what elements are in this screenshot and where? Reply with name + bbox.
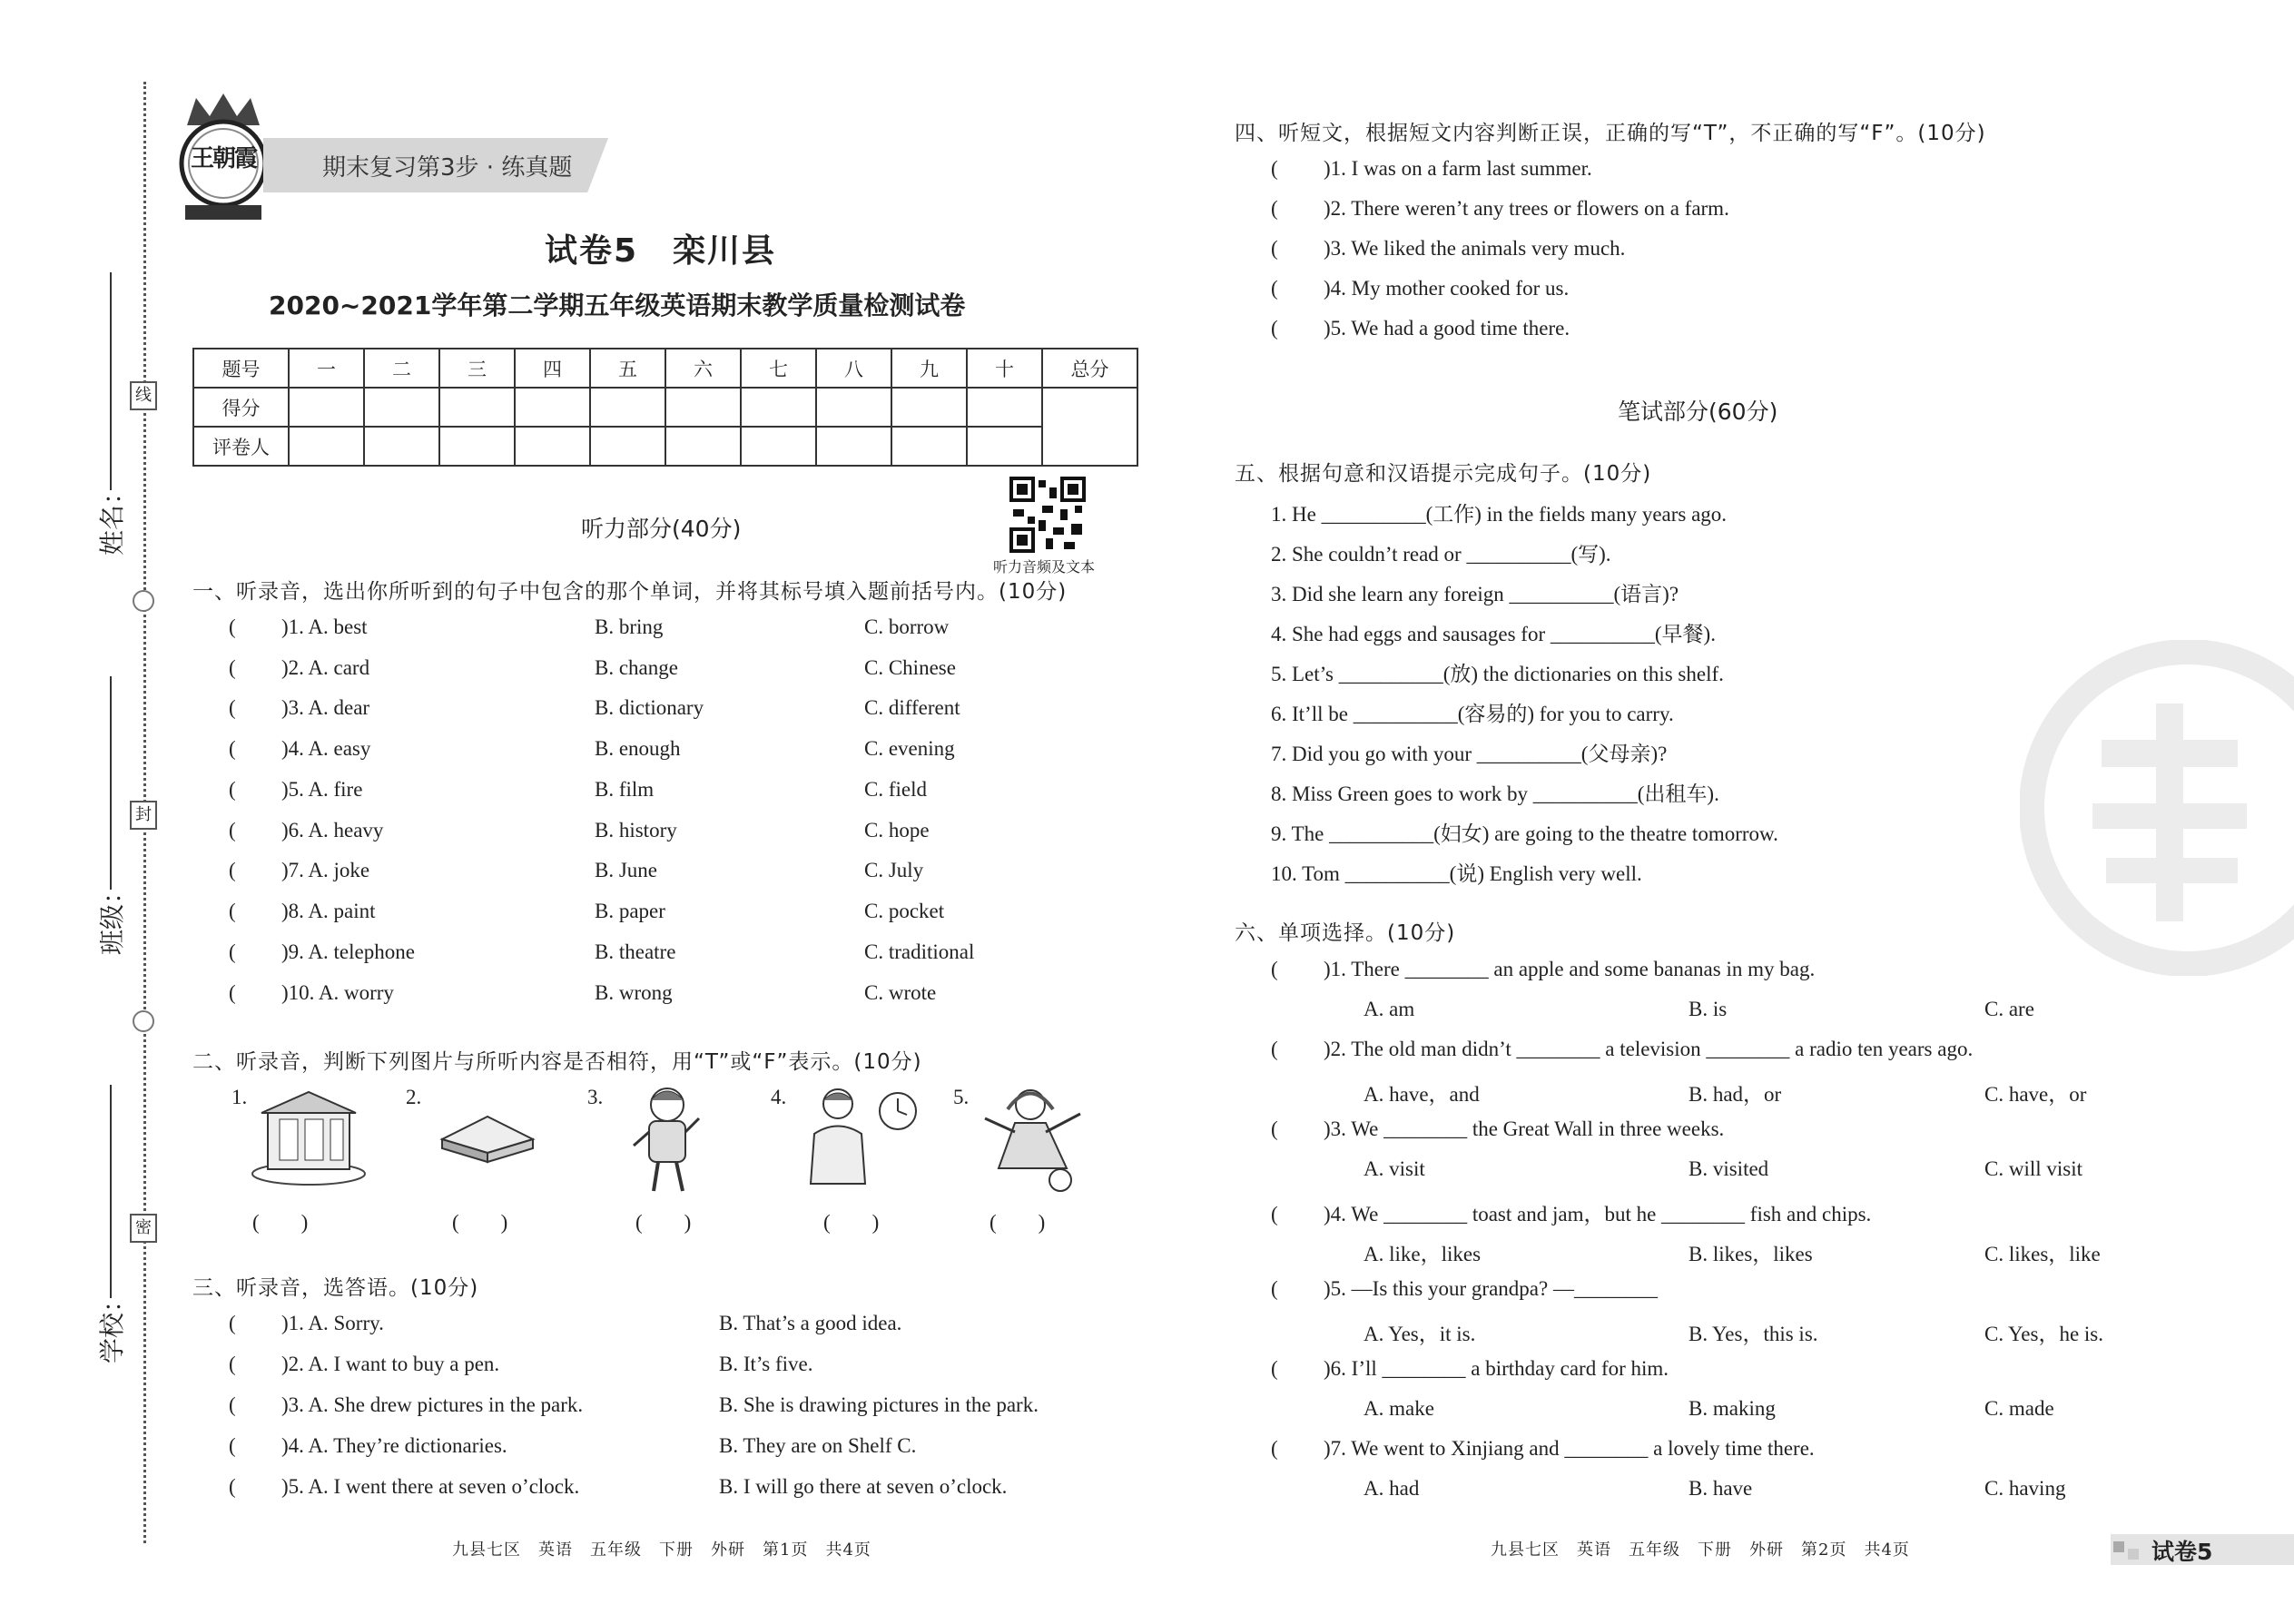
- option-b[interactable]: B. had，or: [1689, 1083, 1782, 1106]
- section6-item: [1271, 1117, 1724, 1141]
- total-score-cell[interactable]: [1042, 388, 1137, 466]
- item-option-c: C. July: [864, 859, 924, 881]
- brand-name: 王朝霞: [191, 145, 257, 172]
- section6-item: [1271, 1437, 1815, 1461]
- section6-item: [1271, 958, 1815, 981]
- answer-paren[interactable]: (: [1271, 1437, 1278, 1460]
- section1-item: [229, 900, 376, 923]
- answer-paren[interactable]: (: [1271, 1277, 1278, 1300]
- option-b[interactable]: B. have: [1689, 1477, 1753, 1500]
- picture-number: 4.: [771, 1086, 787, 1108]
- section1-item: [229, 737, 370, 761]
- option-a[interactable]: A. had: [1364, 1477, 1420, 1500]
- section1-item: [229, 696, 369, 720]
- answer-blank[interactable]: ( ): [452, 1211, 508, 1234]
- sandwich-picture: [438, 1112, 537, 1170]
- item-option-b: B. bring: [595, 615, 664, 638]
- section6-title: 六、单项选择。(10分): [1235, 921, 1456, 945]
- item-question: )5. —Is this your grandpa? —________: [1324, 1277, 1658, 1300]
- option-c[interactable]: C. will visit: [1984, 1157, 2082, 1180]
- section5-item[interactable]: 9. The __________(妇女) are going to the theatre tomorrow.: [1271, 822, 1778, 845]
- section5-item[interactable]: 5. Let’s __________(放) the dictionaries on this shelf.: [1271, 663, 1724, 685]
- item-option-c: C. field: [864, 778, 927, 801]
- score-table-header-cell: 十: [967, 349, 1042, 388]
- section1-item: [229, 859, 369, 882]
- item-question: )6. I’ll ________ a birthday card for him.: [1324, 1357, 1669, 1380]
- score-table-header-cell: 六: [665, 349, 741, 388]
- section5-item[interactable]: 1. He __________(工作) in the fields many years ago.: [1271, 503, 1728, 526]
- item-option-a: )6. A. heavy: [281, 819, 384, 842]
- item-option-a: )3. A. She drew pictures in the park.: [281, 1393, 584, 1416]
- secret-watermark: [2020, 640, 2294, 976]
- item-option-c: C. wrote: [864, 981, 937, 1004]
- item-option-b: B. wrong: [595, 981, 673, 1004]
- section4-title: 四、听短文，根据短文内容判断正误，正确的写“T”，不正确的写“F”。(10分): [1235, 122, 1986, 145]
- option-a[interactable]: A. am: [1364, 998, 1415, 1020]
- option-b[interactable]: B. making: [1689, 1397, 1776, 1420]
- item-option-b: B. She is drawing pictures in the park.: [719, 1393, 1039, 1416]
- item-option-a: )2. A. card: [281, 656, 370, 679]
- item-option-b: B. dictionary: [595, 696, 704, 719]
- class-underline: [110, 676, 112, 890]
- score-cell[interactable]: [891, 388, 967, 427]
- binding-hole: [133, 590, 154, 612]
- item-question: )1. There ________ an apple and some bananas in my bag.: [1324, 958, 1816, 980]
- section6-item: [1271, 1197, 1871, 1227]
- answer-paren[interactable]: (: [229, 1434, 236, 1457]
- section5-item[interactable]: 8. Miss Green goes to work by __________(出租车).: [1271, 782, 1719, 805]
- grader-cell[interactable]: [515, 427, 590, 466]
- section5-item[interactable]: 3. Did she learn any foreign __________(语言)?: [1271, 583, 1679, 605]
- item-option-c: C. hope: [864, 819, 930, 842]
- answer-paren[interactable]: (: [229, 859, 236, 881]
- section6-item: [1271, 1277, 1658, 1301]
- item-option-b: B. theatre: [595, 940, 676, 963]
- school-underline: [110, 1085, 112, 1298]
- picture-number: 5.: [953, 1086, 970, 1108]
- man-clock-picture: [803, 1084, 921, 1192]
- brand-logo: [178, 89, 260, 225]
- answer-paren[interactable]: (: [229, 900, 236, 922]
- seal-char: 密: [130, 1214, 157, 1243]
- section1-item: [229, 981, 394, 1005]
- answer-paren[interactable]: (: [1271, 1038, 1278, 1060]
- answer-paren[interactable]: (: [229, 615, 236, 638]
- binding-hole: [133, 1010, 154, 1032]
- score-cell[interactable]: [967, 388, 1042, 427]
- answer-blank[interactable]: ( ): [252, 1211, 309, 1234]
- item-option-c: C. borrow: [864, 615, 950, 638]
- score-cell[interactable]: [741, 388, 816, 427]
- option-a[interactable]: A. like，likes: [1364, 1243, 1482, 1265]
- answer-paren[interactable]: (: [1271, 1203, 1278, 1225]
- class-label: 班级：: [97, 878, 128, 956]
- section3-item: [229, 1475, 579, 1499]
- tab-square-icon: [2128, 1549, 2139, 1560]
- grader-cell[interactable]: [590, 427, 665, 466]
- option-b[interactable]: B. Yes，this is.: [1689, 1323, 1818, 1345]
- option-c[interactable]: C. likes，like: [1984, 1243, 2101, 1265]
- grader-cell[interactable]: [891, 427, 967, 466]
- item-question: )4. We ________ toast and jam，but he ________ fish and chips.: [1324, 1203, 1872, 1225]
- written-heading: 笔试部分(60分): [1618, 399, 1778, 425]
- item-statement: )4. My mother cooked for us.: [1324, 277, 1570, 300]
- answer-paren[interactable]: (: [229, 1393, 236, 1416]
- score-table-header-cell: 一: [289, 349, 364, 388]
- answer-paren[interactable]: (: [1271, 157, 1278, 180]
- item-question: )7. We went to Xinjiang and ________ a lovely time there.: [1324, 1437, 1815, 1460]
- item-option-a: )5. A. fire: [281, 778, 363, 801]
- item-option-b: B. enough: [595, 737, 681, 760]
- score-row: [193, 388, 1137, 427]
- score-table-header-cell: 五: [590, 349, 665, 388]
- score-cell[interactable]: [289, 388, 364, 427]
- item-option-a: )1. A. best: [281, 615, 368, 638]
- score-cell[interactable]: [816, 388, 891, 427]
- answer-paren[interactable]: (: [1271, 958, 1278, 980]
- item-option-c: C. evening: [864, 737, 955, 760]
- option-c[interactable]: C. made: [1984, 1397, 2054, 1420]
- item-option-c: C. traditional: [864, 940, 975, 963]
- score-table-header-cell: 三: [439, 349, 515, 388]
- name-label: 姓名：: [97, 478, 128, 556]
- option-c[interactable]: C. have，or: [1984, 1083, 2087, 1106]
- seal-char: 封: [130, 801, 157, 830]
- answer-paren[interactable]: (: [1271, 237, 1278, 260]
- exam-title: 试卷5 栾川县: [545, 232, 777, 270]
- item-option-b: B. That’s a good idea.: [719, 1312, 902, 1334]
- section4-item: [1271, 157, 1592, 181]
- item-option-a: )10. A. worry: [281, 981, 394, 1004]
- listening-heading: 听力部分(40分): [581, 516, 742, 542]
- section5-title: 五、根据句意和汉语提示完成句子。(10分): [1235, 462, 1652, 486]
- item-option-a: )9. A. telephone: [281, 940, 415, 963]
- answer-paren[interactable]: (: [229, 1353, 236, 1375]
- item-statement: )1. I was on a farm last summer.: [1324, 157, 1592, 180]
- section1-title: 一、听录音，选出你所听到的句子中包含的那个单词，并将其标号填入题前括号内。(10分): [192, 580, 1068, 604]
- answer-blank[interactable]: ( ): [823, 1211, 880, 1234]
- option-c[interactable]: C. having: [1984, 1477, 2066, 1500]
- section5-item[interactable]: 2. She couldn’t read or __________(写).: [1271, 543, 1611, 566]
- score-table-header-cell: 七: [741, 349, 816, 388]
- binding-strip: [0, 0, 182, 1624]
- house-picture: [245, 1088, 372, 1191]
- seal-char: 线: [130, 381, 157, 410]
- item-option-b: B. film: [595, 778, 655, 801]
- section1-item: [229, 615, 368, 639]
- answer-blank[interactable]: ( ): [635, 1211, 692, 1234]
- boy-eating-picture: [626, 1082, 708, 1199]
- section6-item: [1271, 1038, 1973, 1061]
- answer-paren[interactable]: (: [229, 981, 236, 1004]
- score-table-header-cell: 题号: [193, 349, 289, 388]
- name-underline: [110, 272, 112, 490]
- page1-footer: 九县七区 英语 五年级 下册 外研 第1页 共4页: [452, 1540, 871, 1560]
- item-option-b: B. change: [595, 656, 678, 679]
- section3-item: [229, 1393, 583, 1417]
- section3-item: [229, 1434, 507, 1458]
- section1-item: [229, 819, 383, 842]
- score-cell[interactable]: [515, 388, 590, 427]
- item-option-b: B. They are on Shelf C.: [719, 1434, 917, 1457]
- answer-blank[interactable]: ( ): [989, 1211, 1046, 1234]
- score-table-header-cell: 八: [816, 349, 891, 388]
- picture-number: 1.: [231, 1086, 248, 1108]
- answer-paren[interactable]: (: [229, 1475, 236, 1498]
- section1-item: [229, 940, 415, 964]
- item-option-a: )1. A. Sorry.: [281, 1312, 384, 1334]
- item-question: )2. The old man didn’t ________ a television ________ a radio ten years ago.: [1324, 1038, 1974, 1060]
- score-table-header-cell: 总分: [1042, 349, 1137, 388]
- score-cell[interactable]: [590, 388, 665, 427]
- grader-row-label: 评卷人: [193, 427, 289, 466]
- item-option-b: B. paper: [595, 900, 665, 922]
- item-option-a: )7. A. joke: [281, 859, 370, 881]
- option-b[interactable]: B. likes，likes: [1689, 1243, 1813, 1265]
- grader-cell[interactable]: [665, 427, 741, 466]
- score-cell[interactable]: [439, 388, 515, 427]
- option-b[interactable]: B. visited: [1689, 1157, 1769, 1180]
- answer-paren[interactable]: (: [1271, 1357, 1278, 1380]
- item-statement: )3. We liked the animals very much.: [1324, 237, 1626, 260]
- section1-item: [229, 778, 362, 802]
- section1-item: [229, 656, 369, 680]
- section3-title: 三、听录音，选答语。(10分): [192, 1276, 479, 1300]
- section5-item[interactable]: 6. It’ll be __________(容易的) for you to carry.: [1271, 703, 1674, 725]
- item-option-c: C. pocket: [864, 900, 945, 922]
- item-option-c: C. Chinese: [864, 656, 956, 679]
- item-option-a: )5. A. I went there at seven o’clock.: [281, 1475, 580, 1498]
- option-c[interactable]: C. are: [1984, 998, 2034, 1020]
- item-option-a: )8. A. paint: [281, 900, 376, 922]
- section4-item: [1271, 197, 1729, 221]
- answer-paren[interactable]: (: [229, 1312, 236, 1334]
- answer-paren[interactable]: (: [229, 819, 236, 842]
- item-statement: )5. We had a good time there.: [1324, 317, 1570, 340]
- option-b[interactable]: B. is: [1689, 998, 1728, 1020]
- option-a[interactable]: A. make: [1364, 1397, 1434, 1420]
- picture-number: 2.: [406, 1086, 422, 1108]
- section4-item: [1271, 237, 1625, 261]
- tab-square-icon: [2113, 1541, 2124, 1552]
- score-row-label: 得分: [193, 388, 289, 427]
- item-option-a: )2. A. I want to buy a pen.: [281, 1353, 500, 1375]
- grader-cell[interactable]: [364, 427, 439, 466]
- section2-title: 二、听录音，判断下列图片与所听内容是否相符，用“T”或“F”表示。(10分): [192, 1050, 922, 1074]
- item-option-b: B. history: [595, 819, 677, 842]
- section5-item[interactable]: 4. She had eggs and sausages for __________(早餐).: [1271, 623, 1716, 645]
- answer-paren[interactable]: (: [229, 940, 236, 963]
- item-option-b: B. June: [595, 859, 657, 881]
- grader-cell[interactable]: [967, 427, 1042, 466]
- option-a[interactable]: A. visit: [1364, 1157, 1425, 1180]
- answer-paren[interactable]: (: [1271, 1117, 1278, 1140]
- answer-paren[interactable]: (: [229, 656, 236, 679]
- grader-cell[interactable]: [439, 427, 515, 466]
- score-cell[interactable]: [364, 388, 439, 427]
- score-table-header-cell: 二: [364, 349, 439, 388]
- score-table-header-cell: 九: [891, 349, 967, 388]
- section3-item: [229, 1312, 384, 1335]
- qr-code[interactable]: [1009, 477, 1086, 553]
- qr-caption: 听力音频及文本: [993, 558, 1096, 576]
- item-option-a: )3. A. dear: [281, 696, 370, 719]
- section3-item: [229, 1353, 499, 1376]
- banner-text: 期末复习第3步 · 练真题: [322, 154, 573, 182]
- item-option-b: B. I will go there at seven o’clock.: [719, 1475, 1008, 1498]
- school-label: 学校：: [97, 1286, 128, 1364]
- grader-row: [193, 427, 1137, 466]
- item-option-a: )4. A. easy: [281, 737, 371, 760]
- page2-footer: 九县七区 英语 五年级 下册 外研 第2页 共4页: [1491, 1540, 1910, 1560]
- score-table: [192, 348, 1138, 467]
- score-cell[interactable]: [665, 388, 741, 427]
- page-tab-label: 试卷5: [2151, 1539, 2213, 1565]
- picture-number: 3.: [587, 1086, 604, 1108]
- item-option-b: B. It’s five.: [719, 1353, 813, 1375]
- item-option-a: )4. A. They’re dictionaries.: [281, 1434, 507, 1457]
- section5-item[interactable]: 7. Did you go with your __________(父母亲)?: [1271, 743, 1668, 765]
- grader-cell[interactable]: [289, 427, 364, 466]
- answer-paren[interactable]: (: [1271, 317, 1278, 340]
- item-question: )3. We ________ the Great Wall in three weeks.: [1324, 1117, 1725, 1140]
- section4-item: [1271, 317, 1570, 340]
- option-a[interactable]: A. have，and: [1364, 1083, 1480, 1106]
- section4-item: [1271, 277, 1569, 300]
- section5-item[interactable]: 10. Tom __________(说) English very well.: [1271, 862, 1642, 885]
- score-table-header: [193, 349, 1137, 388]
- grader-cell[interactable]: [741, 427, 816, 466]
- answer-paren[interactable]: (: [229, 778, 236, 801]
- option-a[interactable]: A. Yes，it is.: [1364, 1323, 1476, 1345]
- item-statement: )2. There weren’t any trees or flowers on a farm.: [1324, 197, 1729, 220]
- girl-dancing-picture: [980, 1082, 1085, 1199]
- exam-subtitle: 2020~2021学年第二学期五年级英语期末教学质量检测试卷: [269, 290, 966, 320]
- grader-cell[interactable]: [816, 427, 891, 466]
- answer-paren[interactable]: (: [229, 737, 236, 760]
- section6-item: [1271, 1357, 1669, 1381]
- score-table-header-cell: 四: [515, 349, 590, 388]
- option-c[interactable]: C. Yes，he is.: [1984, 1323, 2104, 1345]
- answer-paren[interactable]: (: [1271, 197, 1278, 220]
- answer-paren[interactable]: (: [229, 696, 236, 719]
- answer-paren[interactable]: (: [1271, 277, 1278, 300]
- item-option-c: C. different: [864, 696, 960, 719]
